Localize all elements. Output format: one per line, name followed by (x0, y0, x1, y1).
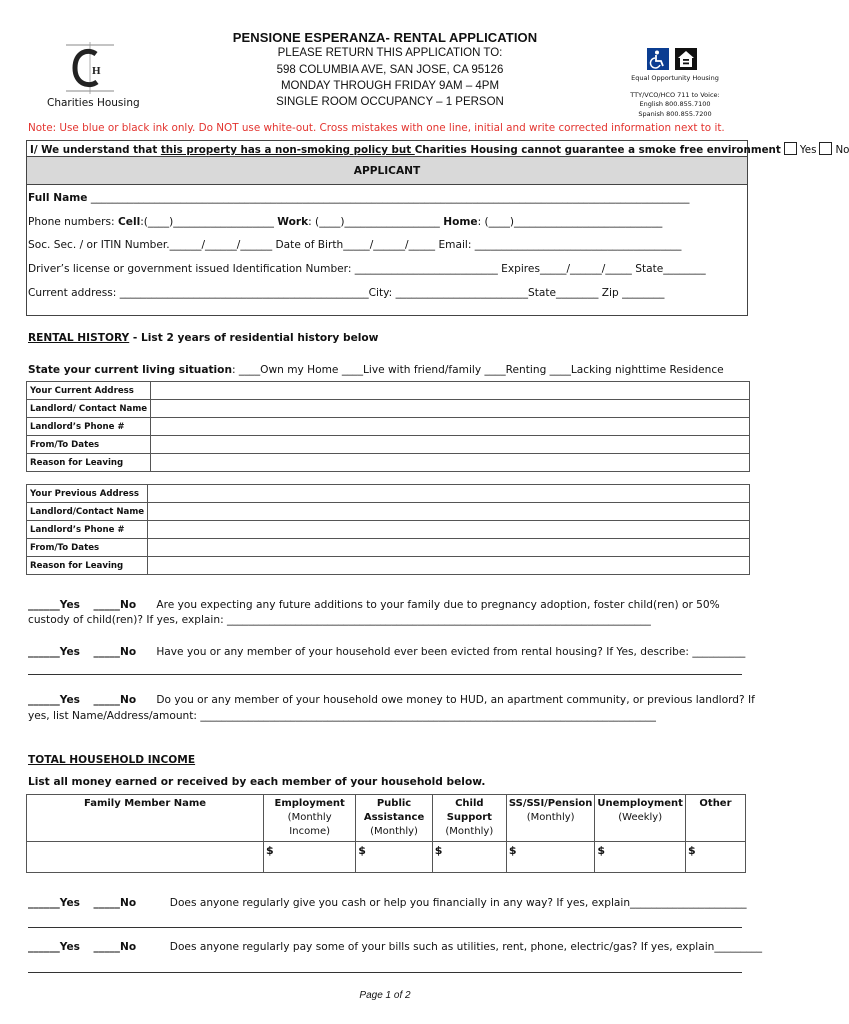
public-assistance-cell[interactable]: $ (356, 842, 433, 873)
page-number: Page 1 of 2 (359, 990, 411, 1001)
no-blank[interactable]: _____No (93, 646, 137, 658)
table-row (27, 539, 750, 557)
income-entry-row (27, 842, 746, 873)
occupancy-type: SINGLE ROOM OCCUPANCY – 1 PERSON (276, 96, 504, 108)
table-row (27, 436, 750, 454)
landlord-phone-cell[interactable] (151, 418, 750, 436)
policy-yes-checkbox[interactable] (784, 142, 797, 155)
previous-residence-table (26, 484, 750, 575)
return-address: 598 COLUMBIA AVE, SAN JOSE, CA 95126 (276, 64, 504, 76)
table-row (27, 418, 750, 436)
return-instruction: PLEASE RETURN THIS APPLICATION TO: (277, 47, 503, 59)
living-situation-options: : ____Own my Home ____Live with friend/family ____Renting ____Lacking nighttime Residence (232, 364, 724, 376)
income-heading: TOTAL HOUSEHOLD INCOME (28, 754, 196, 766)
home-label: Home (443, 216, 478, 228)
drivers-license-field[interactable]: Driver’s license or government issued Identification Number: ___________________________ Expires_____/______/_____ State________ (28, 263, 706, 275)
table-row (27, 382, 750, 400)
living-situation-label: State your current living situation (28, 364, 232, 376)
org-name: Charities Housing (47, 97, 140, 109)
current-address-cell[interactable] (151, 382, 750, 400)
answer-line[interactable] (28, 972, 742, 973)
full-name-field[interactable] (28, 192, 689, 204)
question-text: Do you or any member of your household owe money to HUD, an apartment community, or previous landlord? If (156, 694, 755, 706)
question-eviction (28, 646, 745, 658)
question-financial-help (28, 897, 747, 909)
work-label: Work (277, 216, 309, 228)
unemployment-cell[interactable]: $ (595, 842, 686, 873)
row-label: Reason for Leaving (27, 454, 151, 472)
no-blank[interactable]: _____No (93, 897, 137, 909)
question-owe-money-explain[interactable]: yes, list Name/Address/amount: ______________________________________________________________________________________ (28, 710, 656, 722)
col-other: Other (685, 795, 745, 842)
question-text: Have you or any member of your household ever been evicted from rental housing? If Yes, describe: __________ (156, 646, 746, 658)
ss-ssi-pension-cell[interactable]: $ (506, 842, 595, 873)
home-blank: : (____)____________________________ (477, 216, 663, 228)
eho-label: Equal Opportunity Housing (631, 74, 719, 82)
row-label: Your Current Address (27, 382, 151, 400)
rental-history-subtitle: - List 2 years of residential history below (129, 332, 379, 344)
question-family-additions-explain[interactable]: custody of child(ren)? If yes, explain: ________________________________________________________________________________ (28, 614, 651, 626)
english-line: English 800.855.7100 (639, 100, 711, 108)
spanish-line: Spanish 800.855.7200 (638, 110, 712, 118)
question-owe-money (28, 694, 755, 706)
row-label: Landlord/Contact Name (27, 503, 148, 521)
no-blank[interactable]: _____No (93, 599, 137, 611)
row-label: From/To Dates (27, 539, 148, 557)
table-row (27, 400, 750, 418)
rental-history-heading (28, 332, 378, 344)
question-family-additions (28, 599, 720, 611)
phone-label: Phone numbers: (28, 216, 118, 228)
charities-housing-logo (62, 42, 118, 94)
landlord-name-cell[interactable] (148, 503, 750, 521)
answer-line[interactable] (28, 927, 742, 928)
dates-cell[interactable] (148, 539, 750, 557)
phone-numbers-field[interactable] (28, 216, 662, 228)
policy-no-label: No (835, 144, 849, 156)
child-support-cell[interactable]: $ (432, 842, 506, 873)
ssn-dob-email-field[interactable]: Soc. Sec. / or ITIN Number.______/______/______ Date of Birth_____/______/_____ Email: _______________________________________ (28, 239, 682, 251)
table-row (27, 557, 750, 575)
landlord-name-cell[interactable] (151, 400, 750, 418)
col-unemployment: Unemployment (Weekly) (595, 795, 686, 842)
accessibility-icon (647, 48, 669, 70)
form-title: PENSIONE ESPERANZA- RENTAL APPLICATION (232, 30, 538, 45)
reason-cell[interactable] (148, 557, 750, 575)
office-hours: MONDAY THROUGH FRIDAY 9AM – 4PM (280, 80, 500, 92)
yes-blank[interactable]: ______Yes (28, 646, 80, 658)
policy-no-checkbox[interactable] (819, 142, 832, 155)
table-row (27, 503, 750, 521)
previous-address-cell[interactable] (148, 485, 750, 503)
applicant-heading: APPLICANT (26, 156, 748, 185)
row-label: From/To Dates (27, 436, 151, 454)
ink-note: Note: Use blue or black ink only. Do NOT use white-out. Cross mistakes with one line, initial and write corrected information next to it. (28, 122, 725, 134)
cell-label: Cell (118, 216, 141, 228)
tty-line: TTY/VCO/HCO 711 to Voice: (630, 91, 720, 99)
svg-text:H: H (92, 65, 101, 77)
smoking-policy-row (26, 140, 849, 156)
full-name-blank: _________________________________________________________________________________________________________________ (87, 192, 690, 204)
row-label: Reason for Leaving (27, 557, 148, 575)
income-table (26, 794, 746, 873)
policy-suffix: Charities Housing cannot guarantee a smoke free environment (414, 144, 781, 156)
yes-blank[interactable]: ______Yes (28, 599, 80, 611)
income-header-row (27, 795, 746, 842)
question-text: Are you expecting any future additions to your family due to pregnancy adoption, foster child(ren) or 50% (156, 599, 720, 611)
question-text: Does anyone regularly give you cash or help you financially in any way? If yes, explain______________________ (169, 897, 747, 909)
answer-line[interactable] (28, 674, 742, 675)
yes-blank[interactable]: ______Yes (28, 941, 80, 953)
table-row (27, 521, 750, 539)
question-text: Does anyone regularly pay some of your bills such as utilities, rent, phone, electric/gas? If yes, explain_________ (169, 941, 763, 953)
other-cell[interactable]: $ (685, 842, 745, 873)
col-family-member: Family Member Name (27, 795, 264, 842)
table-row (27, 485, 750, 503)
dates-cell[interactable] (151, 436, 750, 454)
no-blank[interactable]: _____No (93, 941, 137, 953)
row-label: Landlord’s Phone # (27, 418, 151, 436)
question-bills-paid (28, 941, 762, 953)
col-child-support: Child Support (Monthly) (432, 795, 506, 842)
family-member-cell[interactable] (27, 842, 264, 873)
yes-blank[interactable]: ______Yes (28, 694, 80, 706)
row-label: Landlord’s Phone # (27, 521, 148, 539)
current-residence-table (26, 381, 750, 472)
row-label: Landlord/ Contact Name (27, 400, 151, 418)
policy-underlined: this property has a non-smoking policy but (160, 144, 415, 156)
work-blank: : (____)__________________ (308, 216, 444, 228)
policy-yes-label: Yes (799, 144, 817, 156)
reason-cell[interactable] (151, 454, 750, 472)
full-name-label: Full Name (28, 192, 88, 204)
table-row (27, 454, 750, 472)
no-blank[interactable]: _____No (93, 694, 137, 706)
income-instruction: List all money earned or received by each member of your household below. (28, 776, 486, 788)
rental-history-title: RENTAL HISTORY (28, 332, 130, 344)
col-public-assistance: Public Assistance (Monthly) (356, 795, 433, 842)
employment-cell[interactable]: $ (264, 842, 356, 873)
policy-prefix: I/ We understand that (30, 144, 161, 156)
col-employment: Employment (Monthly Income) (264, 795, 356, 842)
current-address-field[interactable]: Current address: _______________________________________________City: _________________________State________ Zip ________ (28, 287, 665, 299)
landlord-phone-cell[interactable] (148, 521, 750, 539)
living-situation-row[interactable] (28, 364, 724, 376)
cell-blank: :(____)___________________ (140, 216, 278, 228)
row-label: Your Previous Address (27, 485, 148, 503)
equal-housing-icon (675, 48, 697, 70)
yes-blank[interactable]: ______Yes (28, 897, 80, 909)
col-ss-ssi-pension: SS/SSI/Pension (Monthly) (506, 795, 595, 842)
